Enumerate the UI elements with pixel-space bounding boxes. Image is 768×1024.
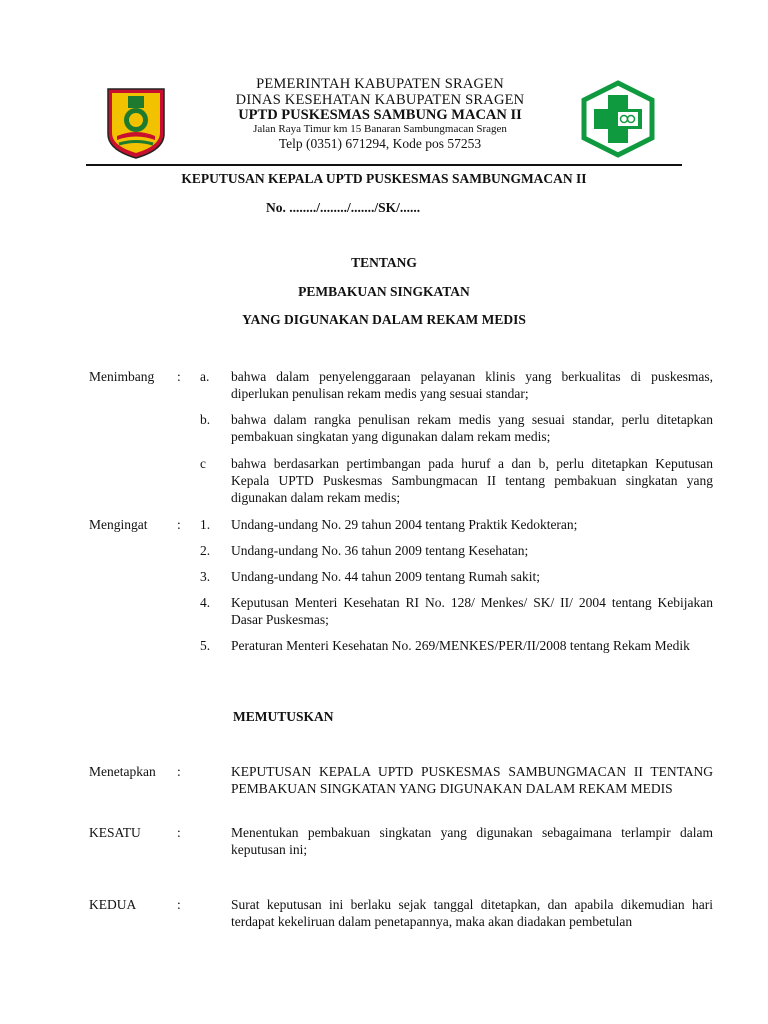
item-text: Undang-undang No. 44 tahun 2009 tentang Rumah sakit; xyxy=(231,569,540,584)
item-marker: 4. xyxy=(200,595,211,610)
section-label: KEDUA xyxy=(89,897,137,912)
item-text: Peraturan Menteri Kesehatan No. 269/MENKES/PER/II/2008 tentang Rekam Medik xyxy=(231,638,690,653)
item-marker: b. xyxy=(200,412,211,427)
item-text: Menentukan pembakuan singkatan yang digunakan sebagaimana terlampir dalam keputusan ini; xyxy=(231,825,713,857)
decree-number: No. ......../......../......./SK/...... xyxy=(266,200,421,215)
colon: : xyxy=(177,369,181,384)
section-label: Menetapkan xyxy=(89,764,156,779)
section-label: Menimbang xyxy=(89,369,155,384)
colon: : xyxy=(177,825,181,840)
item-marker: a. xyxy=(200,369,210,384)
item-marker: 3. xyxy=(200,569,211,584)
memutuskan-heading: MEMUTUSKAN xyxy=(233,709,334,724)
item-text: bahwa berdasarkan pertimbangan pada huruf a dan b, perlu ditetapkan Keputusan Kepala UPTD Puskesmas Sambungmacan II tentang pembakuan singkatan yang digunakan dalam rekam medis; xyxy=(231,456,713,505)
item-text: bahwa dalam penyelenggaraan pelayanan klinis yang berkualitas di puskesmas, diperlukan penulisan rekam medis yang sesuai standar; xyxy=(231,369,713,401)
puskesmas-logo xyxy=(578,80,658,158)
item-text: KEPUTUSAN KEPALA UPTD PUSKESMAS SAMBUNGMACAN II TENTANG PEMBAKUAN SINGKATAN YANG DIGUNAKAN DALAM REKAM MEDIS xyxy=(231,764,713,796)
colon: : xyxy=(177,897,181,912)
header-line-3: UPTD PUSKESMAS SAMBUNG MACAN II xyxy=(238,107,522,123)
item-text: bahwa dalam rangka penulisan rekam medis yang sesuai standar, perlu ditetapkan pembakuan singkatan yang digunakan dalam rekam medis; xyxy=(231,412,713,444)
sragen-crest-logo xyxy=(105,86,167,160)
header-line-2: DINAS KESEHATAN KABUPATEN SRAGEN xyxy=(235,92,525,108)
item-text: Surat keputusan ini berlaku sejak tanggal ditetapkan, dan apabila dikemudian hari terdapat kekeliruan dalam penetapannya, maka akan diadakan pembetulan xyxy=(231,897,713,929)
item-marker: c xyxy=(200,456,206,471)
section-label: Mengingat xyxy=(89,517,148,532)
item-text: Undang-undang No. 36 tahun 2009 tentang Kesehatan; xyxy=(231,543,529,558)
header-divider xyxy=(86,164,682,166)
item-text: Keputusan Menteri Kesehatan RI No. 128/ Menkes/ SK/ II/ 2004 tentang Kebijakan Dasar Puskesmas; xyxy=(231,595,713,627)
section-label: KESATU xyxy=(89,825,141,840)
subject-line-2: YANG DIGUNAKAN DALAM REKAM MEDIS xyxy=(242,312,526,327)
item-marker: 5. xyxy=(200,638,211,653)
tentang-heading: TENTANG xyxy=(351,255,417,270)
header-phone: Telp (0351) 671294, Kode pos 57253 xyxy=(278,136,482,151)
item-marker: 2. xyxy=(200,543,211,558)
subject-line-1: PEMBAKUAN SINGKATAN xyxy=(298,284,470,299)
item-text: Undang-undang No. 29 tahun 2004 tentang Praktik Kedokteran; xyxy=(231,517,578,532)
colon: : xyxy=(177,764,181,779)
colon: : xyxy=(177,517,181,532)
header-line-1: PEMERINTAH KABUPATEN SRAGEN xyxy=(256,76,504,92)
header-address: Jalan Raya Timur km 15 Banaran Sambungmacan Sragen xyxy=(253,123,507,135)
decree-title: KEPUTUSAN KEPALA UPTD PUSKESMAS SAMBUNGMACAN II xyxy=(181,171,587,186)
item-marker: 1. xyxy=(200,517,211,532)
